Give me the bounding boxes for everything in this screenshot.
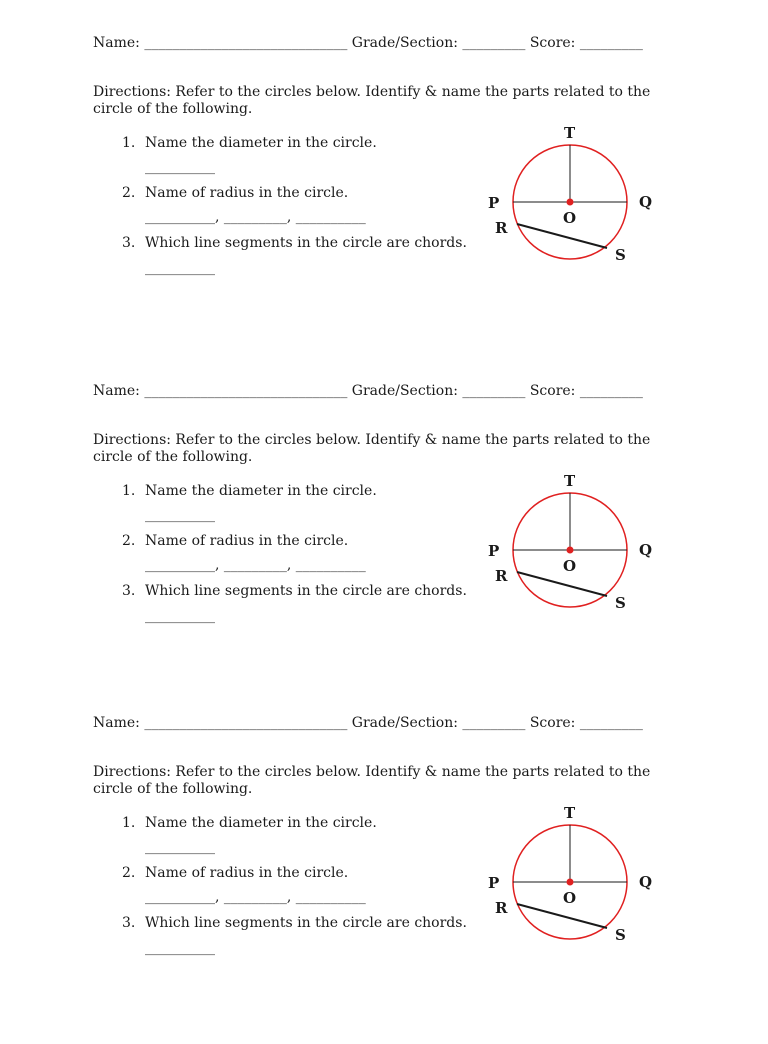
directions: Directions: Refer to the circles below. Identify & name the parts related to the circle of the following. [93, 764, 651, 797]
label-R: R [495, 899, 508, 917]
question-text: Name the diameter in the circle. [145, 483, 377, 499]
question-number: 2. [122, 865, 136, 881]
question-number: 2. [122, 185, 136, 201]
label-R: R [495, 219, 508, 237]
worksheet-1 [0, 34, 768, 364]
answer-blank-1: __________ [145, 507, 215, 523]
label-T: T [564, 124, 576, 142]
answer-blank-1: __________ [145, 839, 215, 855]
answer-blank-3: __________ [145, 940, 215, 956]
chord-RS [517, 904, 607, 928]
worksheet-3 [0, 714, 768, 1044]
center-dot [567, 879, 574, 886]
question-1 [122, 134, 377, 152]
directions: Directions: Refer to the circles below. Identify & name the parts related to the circle of the following. [93, 84, 651, 117]
label-P: P [488, 542, 500, 560]
question-2 [122, 864, 348, 882]
directions: Directions: Refer to the circles below. Identify & name the parts related to the circle of the following. [93, 432, 651, 465]
label-Q: Q [639, 193, 653, 211]
question-3 [122, 914, 467, 932]
answer-blank-3: __________ [145, 608, 215, 624]
question-text: Name of radius in the circle. [145, 865, 349, 881]
question-number: 1. [122, 135, 136, 151]
label-T: T [564, 472, 576, 490]
question-number: 1. [122, 815, 136, 831]
answer-blank-1: __________ [145, 159, 215, 175]
answer-blank-2: __________, _________, __________ [145, 889, 366, 905]
question-1 [122, 814, 377, 832]
label-O: O [563, 557, 577, 575]
label-S: S [615, 246, 626, 264]
question-number: 1. [122, 483, 136, 499]
label-T: T [564, 804, 576, 822]
question-2 [122, 184, 348, 202]
chord-RS [517, 224, 607, 248]
header-line: Name: _____________________________ Grade/Section: _________ Score: _________ [93, 383, 643, 399]
question-text: Name the diameter in the circle. [145, 135, 377, 151]
label-P: P [488, 874, 500, 892]
question-text: Name of radius in the circle. [145, 533, 349, 549]
circle-figure [478, 796, 668, 946]
label-S: S [615, 926, 626, 944]
circle-figure [478, 116, 668, 266]
answer-blank-2: __________, _________, __________ [145, 557, 366, 573]
label-S: S [615, 594, 626, 612]
answer-blank-3: __________ [145, 260, 215, 276]
chord-RS [517, 572, 607, 596]
question-text: Which line segments in the circle are chords. [145, 915, 467, 931]
center-dot [567, 199, 574, 206]
question-text: Name the diameter in the circle. [145, 815, 377, 831]
question-text: Which line segments in the circle are chords. [145, 235, 467, 251]
label-Q: Q [639, 541, 653, 559]
question-text: Which line segments in the circle are chords. [145, 583, 467, 599]
question-text: Name of radius in the circle. [145, 185, 349, 201]
label-Q: Q [639, 873, 653, 891]
center-dot [567, 547, 574, 554]
question-number: 3. [122, 915, 136, 931]
label-P: P [488, 194, 500, 212]
question-number: 3. [122, 235, 136, 251]
answer-blank-2: __________, _________, __________ [145, 209, 366, 225]
label-O: O [563, 889, 577, 907]
question-3 [122, 234, 467, 252]
question-2 [122, 532, 348, 550]
header-line: Name: _____________________________ Grade/Section: _________ Score: _________ [93, 35, 643, 51]
header-line: Name: _____________________________ Grade/Section: _________ Score: _________ [93, 715, 643, 731]
question-number: 2. [122, 533, 136, 549]
circle-figure [478, 464, 668, 614]
label-O: O [563, 209, 577, 227]
label-R: R [495, 567, 508, 585]
question-3 [122, 582, 467, 600]
question-1 [122, 482, 377, 500]
worksheet-2 [0, 382, 768, 712]
question-number: 3. [122, 583, 136, 599]
